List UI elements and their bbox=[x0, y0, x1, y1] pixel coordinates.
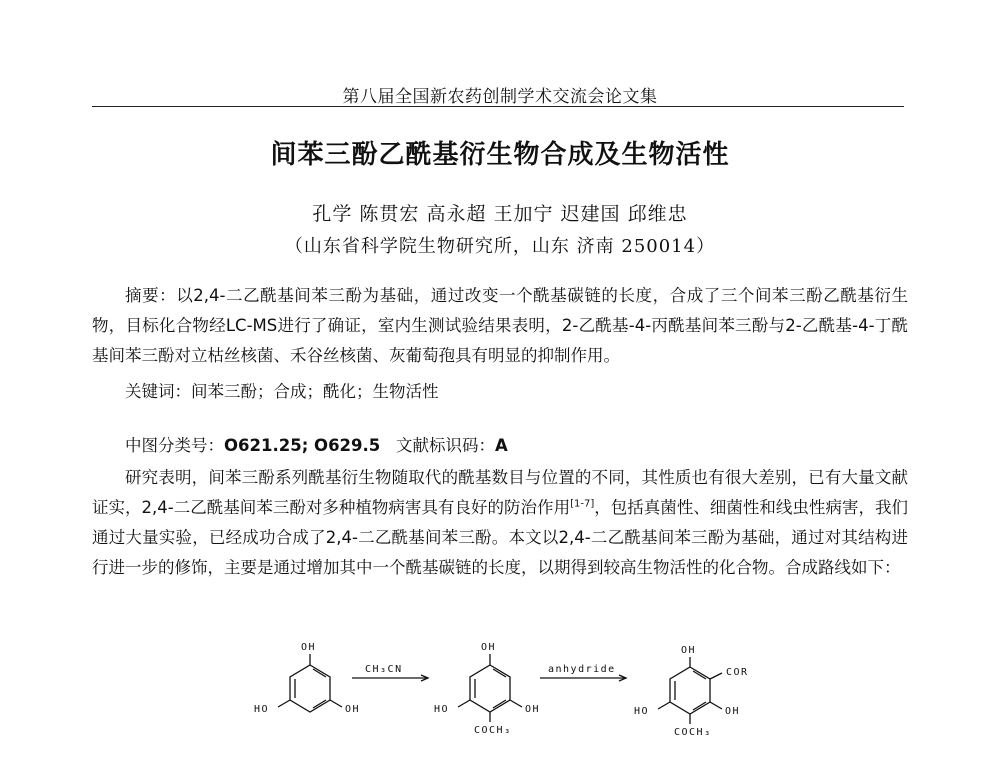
reagent-acetonitrile: CH₃CN bbox=[365, 664, 403, 675]
body-paragraph bbox=[92, 463, 908, 583]
c1-ho-left: HO bbox=[254, 704, 270, 715]
clc-label: 中图分类号： bbox=[125, 436, 224, 455]
c1-oh-top: OH bbox=[301, 642, 317, 653]
clc-value: O621.25; O629.5 bbox=[224, 436, 381, 455]
acetylphloroglucinol-structure bbox=[458, 654, 522, 722]
doc-code-label: 文献标识码： bbox=[396, 436, 496, 455]
abstract bbox=[92, 281, 908, 371]
c3-acetyl: COCH₃ bbox=[674, 727, 712, 738]
paper-affiliation: （山东省科学院生物研究所，山东 济南 250014） bbox=[284, 236, 716, 257]
running-header: 第八届全国新农药创制学术交流会论文集 bbox=[342, 87, 658, 107]
reagent-anhydride: anhydride bbox=[548, 664, 616, 675]
c3-oh-right: OH bbox=[725, 706, 741, 717]
abstract-text: 以2,4-二乙酰基间苯三酚为基础，通过改变一个酰基碳链的长度，合成了三个间苯三酚乙酰基衍生物，目标化合物经LC-MS进行了确证，室内生测试验结果表明，2-乙酰基-4-丙酰基间苯三酚与2-乙酰基-4-丁酰基间苯三酚对立枯丝核菌、禾谷丝核菌、灰葡萄孢具有明显的抑制作用。 bbox=[92, 286, 909, 365]
phloroglucinol-structure bbox=[278, 654, 342, 712]
citation-ref: [1-7] bbox=[570, 498, 595, 510]
c2-oh-right: OH bbox=[525, 704, 541, 715]
c3-acyl-cor: COR bbox=[726, 667, 749, 678]
keywords bbox=[92, 377, 941, 407]
c1-oh-right: OH bbox=[345, 704, 361, 715]
c2-acetyl: COCH₃ bbox=[474, 725, 512, 736]
abstract-label: 摘要： bbox=[125, 286, 177, 305]
keywords-text: 间苯三酚；合成；酰化；生物活性 bbox=[191, 382, 439, 401]
body-text-2: ，包括真菌性、细菌性和线虫性病害，我们通过大量实验，已经成功合成了2,4-二乙酰基间苯三酚。本文以2,4-二乙酰基间苯三酚为基础，通过对其结构进行进一步的修饰，主要是通过增加其中一个酰基碳链的长度，以期得到较高生物活性的化合物。合成路线如下： bbox=[92, 498, 908, 577]
c2-ho-left: HO bbox=[434, 704, 450, 715]
paper-authors: 孔学 陈贯宏 高永超 王加宁 迟建国 邱维忠 bbox=[312, 203, 688, 225]
keywords-label: 关键词： bbox=[125, 382, 191, 401]
diacylphloroglucinol-structure bbox=[658, 657, 722, 724]
c3-oh-top: OH bbox=[681, 645, 697, 656]
header-rule bbox=[92, 106, 904, 107]
doc-code-value: A bbox=[495, 436, 508, 455]
body-text-1: 研究表明，间苯三酚系列酰基衍生物随取代的酰基数目与位置的不同，其性质也有很大差别，已有大量文献证实，2,4-二乙酰基间苯三酚对多种植物病害具有良好的防治作用 bbox=[92, 468, 908, 517]
paper-title: 间苯三酚乙酰基衍生物合成及生物活性 bbox=[270, 140, 730, 170]
synthesis-scheme bbox=[0, 640, 1000, 760]
c3-ho-left: HO bbox=[634, 706, 650, 717]
c2-oh-top: OH bbox=[481, 642, 497, 653]
classification bbox=[92, 431, 941, 461]
